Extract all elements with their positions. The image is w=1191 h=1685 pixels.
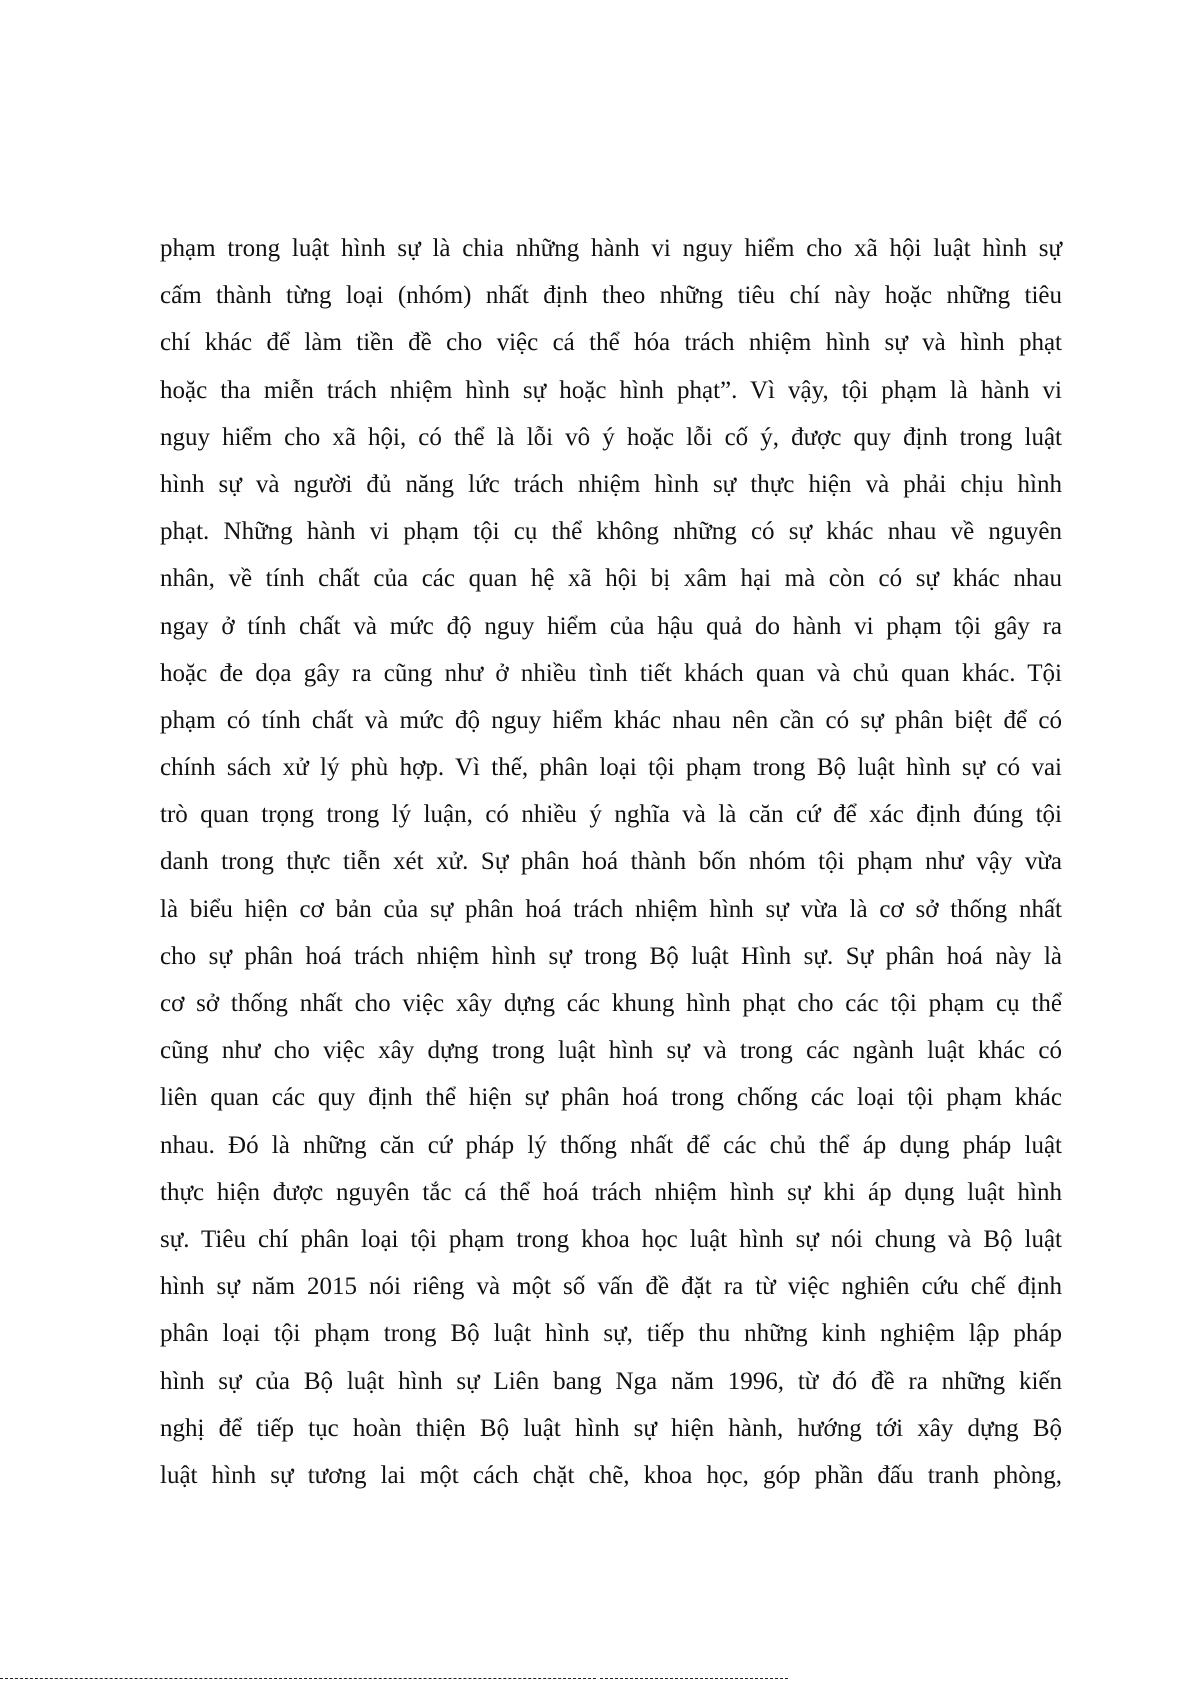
footer-divider [0, 1678, 596, 1680]
text-line: cũng như cho việc xây dựng trong luật hình sự và trong các ngành luật khác có [160, 1037, 1062, 1065]
text-line: hình sự và người đủ năng lức trách nhiệm hình sự thực hiện và phải chịu hình [160, 470, 1062, 498]
text-line: nghị để tiếp tục hoàn thiện Bộ luật hình sự hiện hành, hướng tới xây dựng Bộ [160, 1414, 1062, 1442]
text-line: cho sự phân hoá trách nhiệm hình sự trong Bộ luật Hình sự. Sự phân hoá này là [160, 942, 1062, 970]
text-line: hình sự năm 2015 nói riêng và một số vấn đề đặt ra từ việc nghiên cứu chế định [160, 1273, 1062, 1301]
text-line: là biểu hiện cơ bản của sự phân hoá trách nhiệm hình sự vừa là cơ sở thống nhất [160, 895, 1062, 923]
text-line: trò quan trọng trong lý luận, có nhiều ý nghĩa và là căn cứ để xác định đúng tội [160, 801, 1062, 829]
text-line: cơ sở thống nhất cho việc xây dựng các khung hình phạt cho các tội phạm cụ thể [160, 990, 1062, 1017]
text-line: chí khác để làm tiền đề cho việc cá thể hóa trách nhiệm hình sự và hình phạt [160, 329, 1062, 357]
text-line: thực hiện được nguyên tắc cá thể hoá trách nhiệm hình sự khi áp dụng luật hình [160, 1178, 1062, 1206]
text-line: ngay ở tính chất và mức độ nguy hiểm của hậu quả do hành vi phạm tội gây ra [160, 612, 1062, 640]
body-paragraph [160, 225, 1062, 1499]
text-line: phân loại tội phạm trong Bộ luật hình sự, tiếp thu những kinh nghiệm lập pháp [160, 1320, 1062, 1348]
text-line: phạm có tính chất và mức độ nguy hiểm khác nhau nên cần có sự phân biệt để có [160, 706, 1062, 734]
text-line: liên quan các quy định thể hiện sự phân hoá trong chống các loại tội phạm khác [160, 1084, 1062, 1112]
text-line: chính sách xử lý phù hợp. Vì thế, phân loại tội phạm trong Bộ luật hình sự có vai [160, 754, 1062, 782]
text-line: nhân, về tính chất của các quan hệ xã hội bị xâm hại mà còn có sự khác nhau [160, 565, 1062, 593]
text-line: phạt. Những hành vi phạm tội cụ thể không những có sự khác nhau về nguyên [160, 518, 1062, 546]
text-line: luật hình sự tương lai một cách chặt chẽ, khoa học, góp phần đấu tranh phòng, [160, 1461, 1062, 1489]
text-line: phạm trong luật hình sự là chia những hành vi nguy hiểm cho xã hội luật hình sự [160, 235, 1062, 262]
text-line: hoặc tha miễn trách nhiệm hình sự hoặc hình phạt”. Vì vậy, tội phạm là hành vi [160, 376, 1062, 404]
text-line: sự. Tiêu chí phân loại tội phạm trong khoa học luật hình sự nói chung và Bộ luật [160, 1225, 1062, 1253]
text-line: hoặc đe dọa gây ra cũng như ở nhiều tình tiết khách quan và chủ quan khác. Tội [160, 659, 1062, 687]
text-line: nhau. Đó là những căn cứ pháp lý thống nhất để các chủ thể áp dụng pháp luật [160, 1131, 1062, 1159]
footer-divider [600, 1678, 788, 1680]
text-line: nguy hiểm cho xã hội, có thể là lỗi vô ý hoặc lỗi cố ý, được quy định trong luật [160, 423, 1062, 451]
text-line: danh trong thực tiễn xét xử. Sự phân hoá thành bốn nhóm tội phạm như vậy vừa [160, 848, 1062, 876]
text-line: hình sự của Bộ luật hình sự Liên bang Nga năm 1996, từ đó đề ra những kiến [160, 1367, 1062, 1395]
text-line: cấm thành từng loại (nhóm) nhất định theo những tiêu chí này hoặc những tiêu [160, 282, 1062, 310]
